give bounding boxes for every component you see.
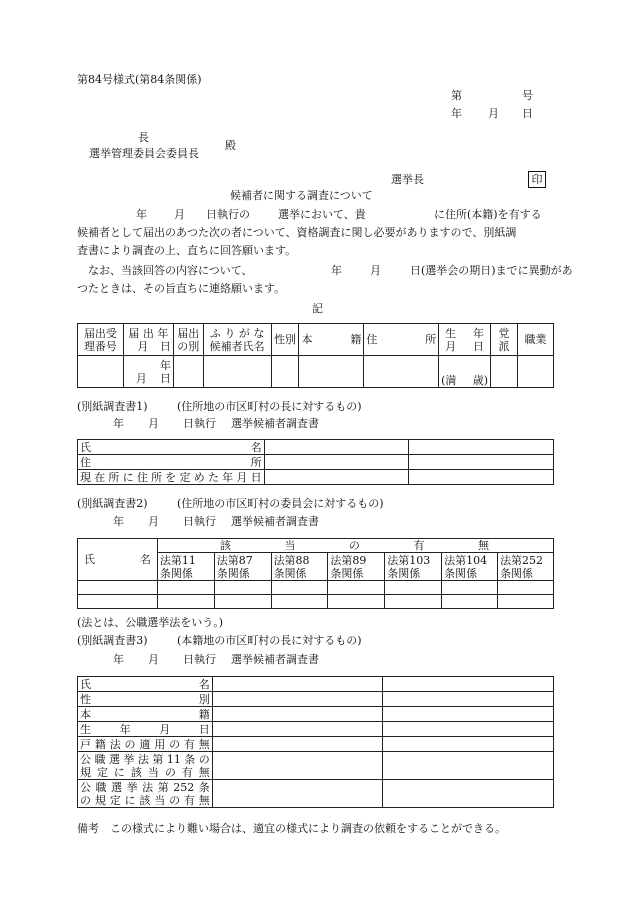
sheet2-cell — [78, 581, 158, 595]
sheet3-cell — [383, 780, 554, 808]
header-party: 党派 — [491, 324, 518, 356]
sheet2-cell — [442, 595, 498, 609]
sheet1-row-name-label: 氏 名 — [78, 440, 265, 455]
sheet2-cell — [214, 595, 271, 609]
header-candidate-name: ふ り が な 候補者氏名 — [203, 324, 271, 356]
sheet3-doc-title: 選挙候補者調査書 — [231, 653, 319, 666]
header-filing-date: 届 出 年 月 日 — [123, 324, 173, 356]
sheet3-table — [77, 676, 554, 808]
form-number-title: 第84号様式(第84条関係) — [77, 73, 202, 86]
addressee-committee: 選挙管理委員会委員長 — [89, 147, 199, 160]
sheet2-cell — [214, 581, 271, 595]
body-line-2: 候補者として届出のあつた次の者について、資格調査に関し必要がありますので、別紙調 — [77, 226, 517, 239]
sheet3-cell — [383, 692, 554, 707]
sheet2-cell — [78, 595, 158, 609]
sheet1-row-address-label: 住 所 — [78, 455, 265, 470]
sheet3-cell — [212, 737, 383, 752]
sheet1-target: (住所地の市区町村の長に対するもの) — [177, 400, 362, 413]
cell-sex — [271, 356, 299, 388]
header-sex: 性別 — [271, 324, 299, 356]
sheet1-exec: 日執行 — [183, 417, 216, 430]
sheet1-cell — [264, 455, 409, 470]
sheet3-cell — [212, 707, 383, 722]
header-birthdate: 生 年 月 日 — [439, 324, 491, 356]
addressee-tono: 殿 — [225, 139, 236, 152]
sheet1-cell — [409, 470, 554, 485]
sheet2-table — [77, 538, 554, 609]
sender-label: 選挙長 — [391, 173, 424, 186]
sheet3-cell — [383, 707, 554, 722]
candidate-table — [77, 323, 554, 388]
cell-filing-type — [173, 356, 203, 388]
body-line-5: つたときは、その旨直ちに連絡願います。 — [77, 282, 286, 295]
sheet2-name-header: 氏 名 — [78, 539, 158, 581]
cell-party — [491, 356, 518, 388]
sheet1-month: 月 — [148, 417, 159, 430]
sheet2-cell — [157, 595, 214, 609]
body-address: に住所(本籍)を有する — [434, 208, 542, 221]
law-definition-note: (法とは、公職選挙法をいう。) — [77, 616, 224, 629]
sheet3-cell — [212, 780, 383, 808]
sheet3-cell — [383, 752, 554, 780]
sheet3-cell — [212, 677, 383, 692]
sheet3-row-koseki-label: 戸籍法の適用の有無 — [78, 737, 213, 752]
sheet1-table — [77, 439, 554, 485]
sheet3-target: (本籍地の市区町村の長に対するもの) — [177, 634, 362, 647]
sheet3-row-honseki-label: 本 籍 — [78, 707, 213, 722]
doc-number-dai: 第 — [451, 89, 462, 102]
doc-number-go: 号 — [522, 89, 533, 102]
sheet1-cell — [264, 440, 409, 455]
sheet2-cell — [442, 581, 498, 595]
sheet3-exec: 日執行 — [183, 653, 216, 666]
date-month: 月 — [488, 107, 499, 120]
sheet2-cell — [271, 581, 328, 595]
sheet2-cell — [385, 595, 442, 609]
sheet3-cell — [383, 737, 554, 752]
sheet3-label: (別紙調査書3) — [77, 634, 148, 647]
sheet1-row-residence-date-label: 現在所に住所を定めた年月日 — [78, 470, 265, 485]
remarks-note: 備考 この様式により難い場合は、適宜の様式により調査の依頼をすることができる。 — [77, 822, 506, 835]
sheet1-cell — [409, 455, 554, 470]
law-104-header: 法第104 条関係 — [442, 553, 498, 581]
body-line-4-year: 年 — [331, 264, 342, 277]
sheet3-cell — [383, 722, 554, 737]
cell-candidate-name — [203, 356, 271, 388]
header-address: 住 所 — [364, 324, 439, 356]
sheet2-label: (別紙調査書2) — [77, 497, 148, 510]
sheet2-cell — [498, 595, 554, 609]
cell-occupation — [517, 356, 553, 388]
law-87-header: 法第87 条関係 — [214, 553, 271, 581]
sheet2-cell — [328, 595, 385, 609]
sheet3-cell — [212, 722, 383, 737]
law-89-header: 法第89 条関係 — [328, 553, 385, 581]
sheet2-exec: 日執行 — [183, 515, 216, 528]
sheet2-cell — [385, 581, 442, 595]
cell-receipt-number — [78, 356, 124, 388]
sheet1-label: (別紙調査書1) — [77, 400, 148, 413]
sheet2-year: 年 — [113, 515, 124, 528]
addressee-cho: 長 — [138, 131, 149, 144]
sheet3-row-article11-label: 公職選挙法第11条の 規定に該当の有無 — [78, 752, 213, 780]
date-day: 日 — [522, 107, 533, 120]
sheet2-cell — [498, 581, 554, 595]
law-103-header: 法第103 条関係 — [385, 553, 442, 581]
body-election: 選挙において、貴 — [278, 208, 366, 221]
sheet3-cell — [212, 752, 383, 780]
document-title: 候補者に関する調査について — [230, 189, 373, 202]
sheet3-cell — [212, 692, 383, 707]
sheet2-gaitou-header: 該当の有無 — [157, 539, 553, 553]
body-exec-date: 日執行の — [206, 208, 250, 221]
seal-mark: 印 — [528, 171, 546, 188]
body-month: 月 — [174, 208, 185, 221]
sheet2-month: 月 — [148, 515, 159, 528]
law-11-header: 法第11 条関係 — [157, 553, 214, 581]
date-year: 年 — [451, 107, 462, 120]
sheet3-cell — [383, 677, 554, 692]
body-line-4-intro: なお、当該回答の内容について、 — [88, 264, 253, 277]
sheet3-row-article252-label: 公職選挙法第252条 の規定に該当の有無 — [78, 780, 213, 808]
sheet2-cell — [271, 595, 328, 609]
body-line-3: 査書により調査の上、直ちに回答願います。 — [77, 244, 297, 257]
sheet3-row-name-label: 氏 名 — [78, 677, 213, 692]
cell-address — [364, 356, 439, 388]
law-252-header: 法第252 条関係 — [498, 553, 554, 581]
cell-honseki — [299, 356, 364, 388]
sheet2-cell — [157, 581, 214, 595]
sheet3-row-birthdate-label: 生 年 月 日 — [78, 722, 213, 737]
cell-filing-date: 年 月 日 — [123, 356, 173, 388]
body-line-4-month: 月 — [370, 264, 381, 277]
sheet1-cell — [264, 470, 409, 485]
sheet3-row-sex-label: 性 別 — [78, 692, 213, 707]
body-year: 年 — [136, 208, 147, 221]
header-honseki: 本 籍 — [299, 324, 364, 356]
sheet3-year: 年 — [113, 653, 124, 666]
body-line-4-deadline: 日(選挙会の期日)までに異動があ — [410, 264, 573, 277]
sheet2-cell — [328, 581, 385, 595]
sheet2-doc-title: 選挙候補者調査書 — [231, 515, 319, 528]
header-receipt-number: 届出受 理番号 — [78, 324, 124, 356]
sheet1-cell — [409, 440, 554, 455]
sheet1-year: 年 — [113, 417, 124, 430]
ki-heading: 記 — [312, 302, 323, 315]
law-88-header: 法第88 条関係 — [271, 553, 328, 581]
sheet3-month: 月 — [148, 653, 159, 666]
sheet2-target: (住所地の市区町村の委員会に対するもの) — [177, 497, 384, 510]
header-filing-type: 届出 の別 — [173, 324, 203, 356]
header-occupation: 職業 — [517, 324, 553, 356]
cell-birthdate: (満 歳) — [439, 356, 491, 388]
sheet1-doc-title: 選挙候補者調査書 — [231, 417, 319, 430]
